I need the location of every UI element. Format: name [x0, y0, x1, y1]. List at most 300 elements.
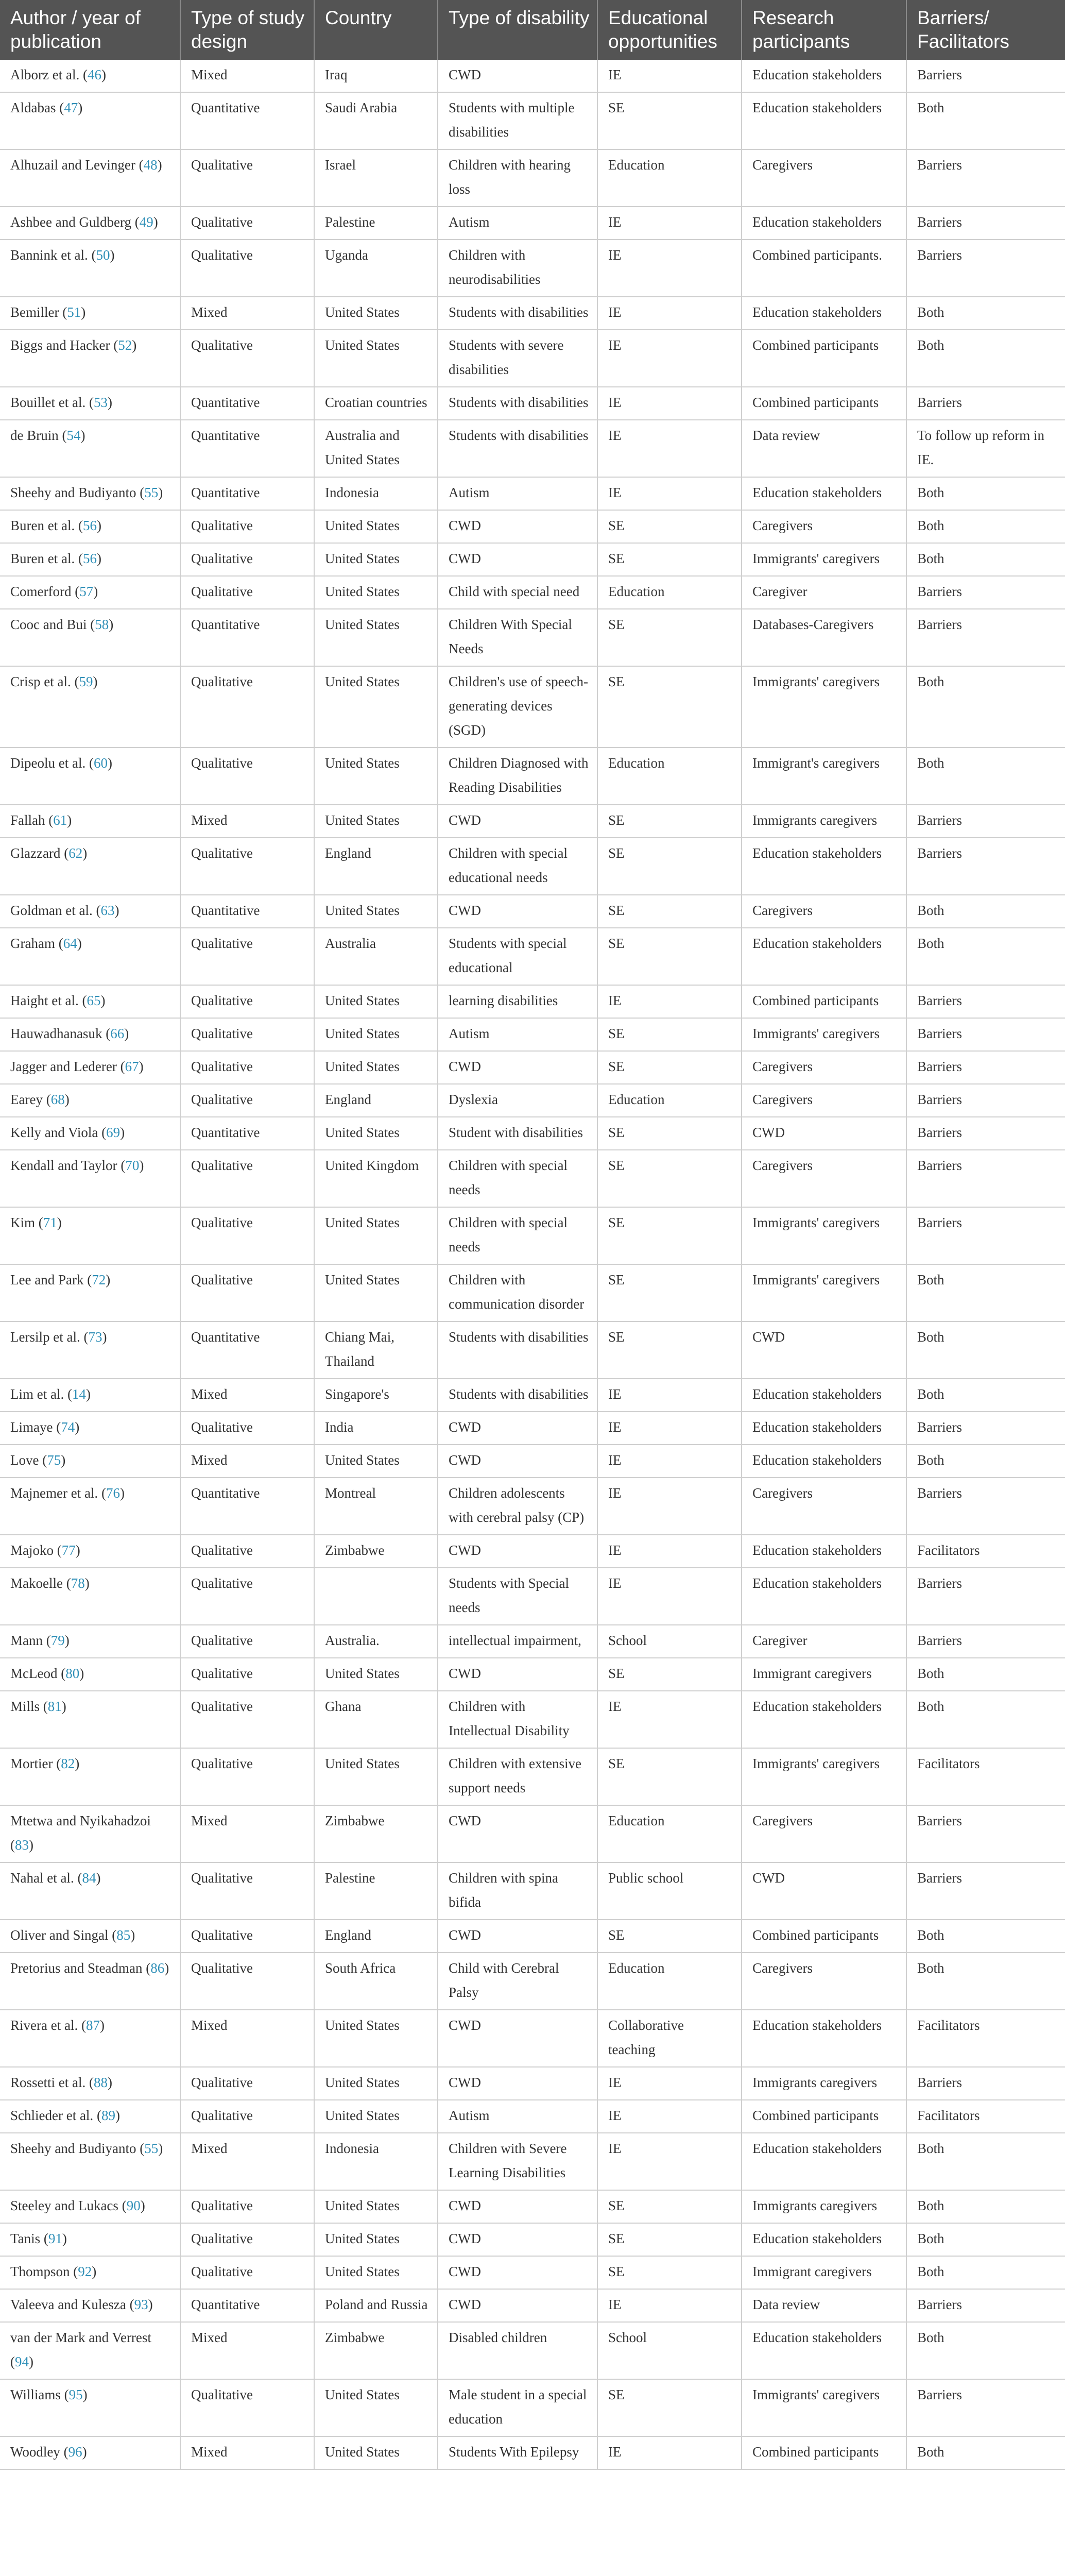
header-educational-opportunities: Educational opportunities — [597, 0, 742, 60]
education-cell: SE — [597, 1018, 742, 1051]
author-name: Limaye — [10, 1419, 53, 1435]
author-cell: Hauwadhanasuk (66) — [0, 1018, 180, 1051]
table-row — [0, 805, 1065, 838]
disability-cell: Disabled children — [438, 2322, 597, 2379]
author-cell: Kendall and Taylor (70) — [0, 1150, 180, 1207]
disability-cell: CWD — [438, 1920, 597, 1953]
author-name: Oliver and Singal — [10, 1927, 109, 1943]
study-design-cell: Quantitative — [180, 477, 314, 510]
reference-link[interactable]: 71 — [43, 1215, 57, 1230]
barriers-cell: Both — [906, 477, 1065, 510]
study-design-cell: Mixed — [180, 805, 314, 838]
country-cell: England — [314, 1084, 438, 1117]
reference-link[interactable]: 54 — [66, 428, 81, 443]
author-cell: Pretorius and Steadman (86) — [0, 1953, 180, 2010]
education-cell: Education — [597, 1805, 742, 1862]
author-cell: Earey (68) — [0, 1084, 180, 1117]
reference-link[interactable]: 85 — [116, 1927, 131, 1943]
disability-cell: Students With Epilepsy — [438, 2436, 597, 2469]
study-design-cell: Quantitative — [180, 609, 314, 666]
barriers-cell: Both — [906, 895, 1065, 928]
education-cell: SE — [597, 1321, 742, 1379]
author-cell: Cooc and Bui (58) — [0, 609, 180, 666]
reference-link[interactable]: 72 — [92, 1272, 106, 1287]
reference-link[interactable]: 96 — [68, 2444, 82, 2460]
study-design-cell: Qualitative — [180, 1568, 314, 1625]
barriers-cell: Barriers — [906, 1117, 1065, 1150]
participants-cell: Immigrants' caregivers — [742, 543, 906, 576]
header-disability: Type of disability — [438, 0, 597, 60]
barriers-cell: Barriers — [906, 1478, 1065, 1535]
barriers-cell: Barriers — [906, 985, 1065, 1018]
reference-link[interactable]: 66 — [110, 1026, 125, 1041]
education-cell: IE — [597, 297, 742, 330]
participants-cell: Immigrant's caregivers — [742, 748, 906, 805]
barriers-cell: Barriers — [906, 1568, 1065, 1625]
education-cell: IE — [597, 2289, 742, 2322]
reference-link[interactable]: 52 — [118, 337, 132, 353]
education-cell: IE — [597, 477, 742, 510]
barriers-cell: To follow up reform in IE. — [906, 420, 1065, 477]
author-cell: Comerford (57) — [0, 576, 180, 609]
disability-cell: Children with Severe Learning Disabilities — [438, 2133, 597, 2190]
reference-link[interactable]: 93 — [134, 2297, 148, 2312]
author-cell: Ashbee and Guldberg (49) — [0, 207, 180, 240]
reference-link[interactable]: 48 — [143, 157, 158, 173]
participants-cell: Education stakeholders — [742, 2322, 906, 2379]
reference-link[interactable]: 77 — [61, 1543, 76, 1558]
table-row — [0, 1805, 1065, 1862]
participants-cell: Caregivers — [742, 1051, 906, 1084]
author-cell: Lim et al. (14) — [0, 1379, 180, 1412]
reference-link[interactable]: 76 — [106, 1485, 120, 1501]
table-row — [0, 1379, 1065, 1412]
disability-cell: Children with special educational needs — [438, 838, 597, 895]
barriers-cell: Both — [906, 543, 1065, 576]
study-design-cell: Qualitative — [180, 1207, 314, 1264]
education-cell: IE — [597, 330, 742, 387]
author-cell: Sheehy and Budiyanto (55) — [0, 2133, 180, 2190]
study-design-cell: Qualitative — [180, 1862, 314, 1920]
country-cell: United States — [314, 2010, 438, 2067]
reference-link[interactable]: 60 — [93, 755, 108, 771]
table-row — [0, 387, 1065, 420]
reference-link[interactable]: 58 — [95, 617, 109, 632]
reference-link[interactable]: 53 — [93, 395, 108, 410]
reference-link[interactable]: 91 — [48, 2231, 62, 2246]
author-cell: Biggs and Hacker (52) — [0, 330, 180, 387]
author-name: van der Mark and Verrest — [10, 2330, 151, 2345]
table-body — [0, 60, 1065, 2469]
country-cell: United States — [314, 1748, 438, 1805]
barriers-cell: Both — [906, 2322, 1065, 2379]
disability-cell: CWD — [438, 60, 597, 92]
author-name: Sheehy and Budiyanto — [10, 2141, 136, 2156]
table-row — [0, 985, 1065, 1018]
disability-cell: CWD — [438, 1051, 597, 1084]
country-cell: United States — [314, 985, 438, 1018]
participants-cell: Databases-Caregivers — [742, 609, 906, 666]
reference-link[interactable]: 57 — [79, 584, 94, 599]
table-row — [0, 2067, 1065, 2100]
education-cell: School — [597, 1625, 742, 1658]
country-cell: United States — [314, 2190, 438, 2223]
author-name: Cooc and Bui — [10, 617, 87, 632]
author-cell: Crisp et al. (59) — [0, 666, 180, 748]
author-cell: Aldabas (47) — [0, 92, 180, 149]
education-cell: SE — [597, 2223, 742, 2256]
author-name: Majoko — [10, 1543, 54, 1558]
reference-link[interactable]: 70 — [125, 1158, 140, 1173]
reference-link[interactable]: 56 — [82, 518, 97, 533]
education-cell: IE — [597, 2067, 742, 2100]
disability-cell: CWD — [438, 1445, 597, 1478]
barriers-cell: Barriers — [906, 1084, 1065, 1117]
study-design-cell: Mixed — [180, 1445, 314, 1478]
disability-cell: CWD — [438, 1535, 597, 1568]
author-name: Sheehy and Budiyanto — [10, 485, 136, 500]
table-row — [0, 1691, 1065, 1748]
disability-cell: CWD — [438, 1412, 597, 1445]
author-name: Aldabas — [10, 100, 56, 115]
disability-cell: CWD — [438, 805, 597, 838]
education-cell: School — [597, 2322, 742, 2379]
disability-cell: Students with special educational — [438, 928, 597, 985]
disability-cell: Autism — [438, 2100, 597, 2133]
education-cell: SE — [597, 928, 742, 985]
author-cell: Nahal et al. (84) — [0, 1862, 180, 1920]
disability-cell: CWD — [438, 1658, 597, 1691]
participants-cell: Education stakeholders — [742, 92, 906, 149]
author-cell: Alhuzail and Levinger (48) — [0, 149, 180, 207]
author-name: Comerford — [10, 584, 72, 599]
reference-link[interactable]: 49 — [139, 214, 153, 230]
participants-cell: Education stakeholders — [742, 60, 906, 92]
country-cell: United States — [314, 1264, 438, 1321]
barriers-cell: Both — [906, 928, 1065, 985]
education-cell: Education — [597, 149, 742, 207]
participants-cell: Combined participants — [742, 985, 906, 1018]
barriers-cell: Barriers — [906, 1412, 1065, 1445]
table-row — [0, 1264, 1065, 1321]
author-name: de Bruin — [10, 428, 59, 443]
disability-cell: CWD — [438, 2289, 597, 2322]
author-cell: Bouillet et al. (53) — [0, 387, 180, 420]
author-cell: Williams (95) — [0, 2379, 180, 2436]
study-design-cell: Mixed — [180, 2322, 314, 2379]
reference-link[interactable]: 51 — [67, 304, 81, 320]
reference-link[interactable]: 82 — [61, 1756, 75, 1771]
author-cell: Valeeva and Kulesza (93) — [0, 2289, 180, 2322]
reference-link[interactable]: 84 — [82, 1870, 96, 1886]
barriers-cell: Barriers — [906, 1625, 1065, 1658]
author-cell: Woodley (96) — [0, 2436, 180, 2469]
reference-link[interactable]: 55 — [144, 485, 159, 500]
reference-link[interactable]: 86 — [150, 1960, 165, 1976]
author-name: Steeley and Lukacs — [10, 2198, 118, 2213]
barriers-cell: Both — [906, 2190, 1065, 2223]
country-cell: United States — [314, 1018, 438, 1051]
disability-cell: Children with extensive support needs — [438, 1748, 597, 1805]
study-design-cell: Qualitative — [180, 543, 314, 576]
participants-cell: Caregiver — [742, 1625, 906, 1658]
disability-cell: CWD — [438, 2190, 597, 2223]
disability-cell: Child with special need — [438, 576, 597, 609]
country-cell: England — [314, 1920, 438, 1953]
participants-cell: Caregivers — [742, 1150, 906, 1207]
reference-link[interactable]: 79 — [50, 1633, 65, 1648]
reference-link[interactable]: 95 — [68, 2387, 83, 2402]
disability-cell: Students with Special needs — [438, 1568, 597, 1625]
author-name: Rivera et al. — [10, 2018, 78, 2033]
table-row — [0, 2100, 1065, 2133]
author-cell: Buren et al. (56) — [0, 510, 180, 543]
table-row — [0, 543, 1065, 576]
table-row — [0, 149, 1065, 207]
author-name: Tanis — [10, 2231, 41, 2246]
author-name: Graham — [10, 936, 55, 951]
reference-link[interactable]: 92 — [78, 2264, 92, 2279]
table-row — [0, 60, 1065, 92]
education-cell: SE — [597, 838, 742, 895]
reference-link[interactable]: 61 — [53, 812, 67, 828]
disability-cell: Children with special needs — [438, 1150, 597, 1207]
reference-link[interactable]: 74 — [61, 1419, 75, 1435]
reference-link[interactable]: 90 — [126, 2198, 141, 2213]
table-row — [0, 576, 1065, 609]
disability-cell: Children with neurodisabilities — [438, 240, 597, 297]
education-cell: IE — [597, 240, 742, 297]
participants-cell: Education stakeholders — [742, 2010, 906, 2067]
country-cell: Saudi Arabia — [314, 92, 438, 149]
country-cell: United States — [314, 748, 438, 805]
participants-cell: Data review — [742, 420, 906, 477]
country-cell: Palestine — [314, 1862, 438, 1920]
disability-cell: Students with disabilities — [438, 387, 597, 420]
barriers-cell: Both — [906, 1920, 1065, 1953]
participants-cell: Combined participants — [742, 2100, 906, 2133]
author-name: Mills — [10, 1699, 40, 1714]
author-cell: Majnemer et al. (76) — [0, 1478, 180, 1535]
disability-cell: Students with disabilities — [438, 297, 597, 330]
table-row — [0, 1568, 1065, 1625]
education-cell: IE — [597, 985, 742, 1018]
study-design-cell: Qualitative — [180, 510, 314, 543]
author-name: Earey — [10, 1092, 43, 1107]
study-design-cell: Qualitative — [180, 149, 314, 207]
participants-cell: Immigrants' caregivers — [742, 1264, 906, 1321]
education-cell: SE — [597, 805, 742, 838]
disability-cell: Students with disabilities — [438, 1379, 597, 1412]
participants-cell: Immigrant caregivers — [742, 2256, 906, 2289]
author-name: Goldman et al. — [10, 903, 93, 918]
author-cell: Haight et al. (65) — [0, 985, 180, 1018]
education-cell: SE — [597, 666, 742, 748]
disability-cell: intellectual impairment, — [438, 1625, 597, 1658]
country-cell: Ghana — [314, 1691, 438, 1748]
header-row — [0, 0, 1065, 60]
study-design-cell: Quantitative — [180, 895, 314, 928]
reference-link[interactable]: 78 — [71, 1575, 85, 1591]
table-row — [0, 1207, 1065, 1264]
education-cell: SE — [597, 1150, 742, 1207]
education-cell: SE — [597, 2256, 742, 2289]
study-design-cell: Qualitative — [180, 748, 314, 805]
education-cell: SE — [597, 1117, 742, 1150]
barriers-cell: Both — [906, 510, 1065, 543]
country-cell: Australia. — [314, 1625, 438, 1658]
reference-link[interactable]: 64 — [63, 936, 77, 951]
author-cell: de Bruin (54) — [0, 420, 180, 477]
reference-link[interactable]: 73 — [88, 1329, 102, 1345]
education-cell: SE — [597, 1658, 742, 1691]
country-cell: Indonesia — [314, 2133, 438, 2190]
education-cell: IE — [597, 207, 742, 240]
author-name: Ashbee and Guldberg — [10, 214, 131, 230]
participants-cell: Education stakeholders — [742, 297, 906, 330]
participants-cell: Immigrants' caregivers — [742, 2379, 906, 2436]
participants-cell: Education stakeholders — [742, 1691, 906, 1748]
country-cell — [314, 1568, 438, 1625]
education-cell: Education — [597, 748, 742, 805]
reference-link[interactable]: 83 — [15, 1837, 29, 1853]
author-cell: McLeod (80) — [0, 1658, 180, 1691]
barriers-cell: Both — [906, 748, 1065, 805]
reference-link[interactable]: 88 — [93, 2075, 108, 2090]
country-cell: Uganda — [314, 240, 438, 297]
education-cell: SE — [597, 543, 742, 576]
author-name: Fallah — [10, 812, 45, 828]
reference-link[interactable]: 94 — [15, 2354, 29, 2369]
author-name: Nahal et al. — [10, 1870, 74, 1886]
education-cell: SE — [597, 1748, 742, 1805]
reference-link[interactable]: 50 — [96, 247, 110, 263]
reference-link[interactable]: 59 — [79, 674, 93, 689]
study-design-cell: Qualitative — [180, 330, 314, 387]
country-cell: Montreal — [314, 1478, 438, 1535]
reference-link[interactable]: 68 — [50, 1092, 65, 1107]
participants-cell: Caregivers — [742, 1805, 906, 1862]
reference-link[interactable]: 89 — [101, 2108, 115, 2123]
author-name: Mann — [10, 1633, 43, 1648]
barriers-cell: Both — [906, 2436, 1065, 2469]
education-cell: SE — [597, 609, 742, 666]
study-design-cell: Qualitative — [180, 666, 314, 748]
header-author: Author / year of publication — [0, 0, 180, 60]
participants-cell: Education stakeholders — [742, 1445, 906, 1478]
study-design-cell: Mixed — [180, 60, 314, 92]
country-cell: United States — [314, 1207, 438, 1264]
participants-cell: Immigrants' caregivers — [742, 1748, 906, 1805]
reference-link[interactable]: 46 — [87, 67, 101, 82]
participants-cell: CWD — [742, 1117, 906, 1150]
reference-link[interactable]: 80 — [65, 1666, 80, 1681]
header-research-participants: Research participants — [742, 0, 906, 60]
study-design-cell: Quantitative — [180, 387, 314, 420]
reference-link[interactable]: 47 — [64, 100, 78, 115]
reference-link[interactable]: 63 — [100, 903, 115, 918]
author-cell: Mortier (82) — [0, 1748, 180, 1805]
participants-cell: Education stakeholders — [742, 2223, 906, 2256]
participants-cell: Immigrants' caregivers — [742, 1207, 906, 1264]
author-name: Makoelle — [10, 1575, 63, 1591]
reference-link[interactable]: 75 — [47, 1452, 61, 1468]
participants-cell: Caregiver — [742, 576, 906, 609]
country-cell: Croatian countries — [314, 387, 438, 420]
study-design-cell: Quantitative — [180, 1321, 314, 1379]
table-row — [0, 2256, 1065, 2289]
reference-link[interactable]: 69 — [106, 1125, 121, 1140]
author-cell: Kelly and Viola (69) — [0, 1117, 180, 1150]
reference-link[interactable]: 55 — [144, 2141, 159, 2156]
author-cell: Thompson (92) — [0, 2256, 180, 2289]
reference-link[interactable]: 65 — [87, 993, 101, 1008]
country-cell: United States — [314, 297, 438, 330]
author-name: Mortier — [10, 1756, 53, 1771]
country-cell: United States — [314, 543, 438, 576]
table-row — [0, 92, 1065, 149]
disability-cell: CWD — [438, 2010, 597, 2067]
country-cell: United States — [314, 2256, 438, 2289]
table-row — [0, 838, 1065, 895]
table-row — [0, 748, 1065, 805]
author-cell: Majoko (77) — [0, 1535, 180, 1568]
header-country: Country — [314, 0, 438, 60]
education-cell: IE — [597, 2436, 742, 2469]
study-design-cell: Quantitative — [180, 2289, 314, 2322]
country-cell: Palestine — [314, 207, 438, 240]
participants-cell: Combined participants — [742, 387, 906, 420]
country-cell: United States — [314, 1051, 438, 1084]
education-cell: IE — [597, 2133, 742, 2190]
barriers-cell: Barriers — [906, 1862, 1065, 1920]
country-cell: United States — [314, 2436, 438, 2469]
author-cell: Lersilp et al. (73) — [0, 1321, 180, 1379]
author-name: Alborz et al. — [10, 67, 80, 82]
country-cell: United States — [314, 576, 438, 609]
author-name: Mtetwa and Nyikahadzoi — [10, 1813, 151, 1828]
reference-link[interactable]: 87 — [85, 2018, 100, 2033]
barriers-cell: Barriers — [906, 149, 1065, 207]
reference-link[interactable]: 14 — [72, 1386, 86, 1402]
reference-link[interactable]: 56 — [82, 551, 97, 566]
reference-link[interactable]: 67 — [125, 1059, 139, 1074]
barriers-cell: Both — [906, 1445, 1065, 1478]
table-row — [0, 1862, 1065, 1920]
disability-cell: CWD — [438, 1805, 597, 1862]
country-cell: Indonesia — [314, 477, 438, 510]
country-cell: Israel — [314, 149, 438, 207]
table-row — [0, 1920, 1065, 1953]
table-row — [0, 2436, 1065, 2469]
country-cell: United States — [314, 330, 438, 387]
author-cell: Alborz et al. (46) — [0, 60, 180, 92]
country-cell: Zimbabwe — [314, 2322, 438, 2379]
disability-cell: Child with Cerebral Palsy — [438, 1953, 597, 2010]
education-cell: SE — [597, 2379, 742, 2436]
header-barriers-facilitators: Barriers/ Facilitators — [906, 0, 1065, 60]
author-cell: van der Mark and Verrest (94) — [0, 2322, 180, 2379]
reference-link[interactable]: 62 — [68, 845, 83, 861]
study-design-cell: Qualitative — [180, 240, 314, 297]
reference-link[interactable]: 81 — [47, 1699, 62, 1714]
education-cell: Education — [597, 576, 742, 609]
study-design-cell: Qualitative — [180, 1748, 314, 1805]
author-name: Valeeva and Kulesza — [10, 2297, 126, 2312]
education-cell: IE — [597, 1412, 742, 1445]
study-design-cell: Qualitative — [180, 2379, 314, 2436]
author-cell: Glazzard (62) — [0, 838, 180, 895]
